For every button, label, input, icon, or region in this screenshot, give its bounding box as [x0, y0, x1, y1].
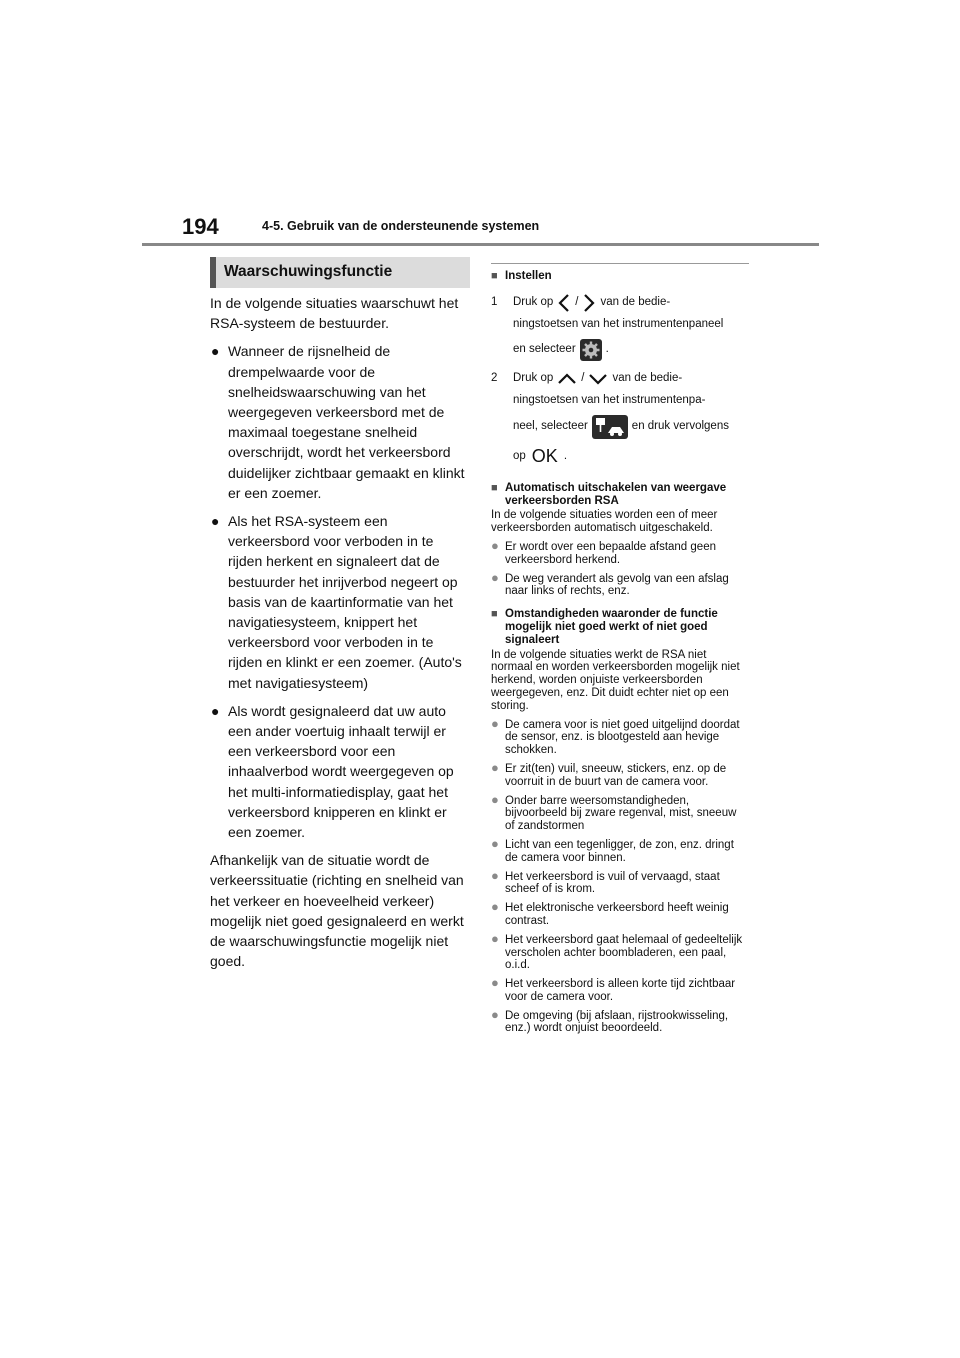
- left-column: [210, 257, 470, 972]
- list-item: ● Als het RSA-systeem een verkeersbord voor verboden in te rijden herkent en signaleert dat de bestuurder het inrijverbod negeert op basis van de kaartinformatie van het navigatiesysteem, knippert het verkeersbord voor verboden in te rijden en klinkt er een zoemer. (Auto's met navigatiesysteem): [211, 513, 462, 691]
- list-item: ● Onder barre weersomstandigheden, bijvoorbeeld bij zware regenval, mist, sneeuw of zandstormen: [491, 791, 737, 833]
- list-item: ● De camera voor is niet goed uitgelijnd doordat de sensor, enz. is blootgesteld aan hevige schokken.: [491, 715, 740, 757]
- list-item: ● Als wordt gesignaleerd dat uw auto een ander voertuig inhaalt terwijl er een verkeersbord voor een inhaalverbod wordt weergegeven op het multi-informatiedisplay, gaat het verkeersbord knipperen en klinkt er een zoemer.: [211, 702, 454, 841]
- step-number: 2: [491, 371, 498, 384]
- bullet-icon: ●: [211, 702, 220, 719]
- auto-off-paragraph: In de volgende situaties worden een of meer verkeersborden automatisch uitgeschakeld.: [491, 509, 718, 535]
- ok-button-icon: OK: [531, 446, 558, 467]
- list-item: ● De weg verandert als gevolg van een afslag naar links of rechts, enz.: [491, 569, 729, 598]
- bullet-icon: ●: [491, 899, 499, 915]
- rsa-sign-camera-icon: [592, 415, 628, 439]
- header-rule: [142, 243, 819, 246]
- step-1: 1 Druk op / van de bedie- ningstoetsen van het instrumentenpaneel en selecteer .: [491, 292, 749, 364]
- list-item: ● Er wordt over een bepaalde afstand geen verkeersbord herkend.: [491, 537, 716, 566]
- subheading-auto-off: ■ Automatisch uitschakelen van weergave verkeersborden RSA: [491, 481, 727, 507]
- bullet-icon: ●: [211, 343, 220, 360]
- list-item: ● De omgeving (bij afslaan, rijstrookwisseling, enz.) wordt onjuist beoordeeld.: [491, 1006, 729, 1035]
- square-bullet-icon: ■: [491, 481, 498, 494]
- subheading-conditions: ■ Omstandigheden waaronder de functie mogelijk niet goed werkt of niet goed signaleert: [491, 608, 718, 646]
- chevron-down-icon: [588, 373, 608, 385]
- bullet-icon: ●: [491, 569, 499, 585]
- step-number: 1: [491, 295, 498, 308]
- subheading-instellen: ■ Instellen: [491, 270, 552, 282]
- bullet-icon: ●: [491, 759, 499, 775]
- section-title: 4-5. Gebruik van de ondersteunende systemen: [262, 219, 540, 233]
- bullet-icon: ●: [491, 1006, 499, 1022]
- bullet-icon: ●: [491, 975, 499, 991]
- bullet-icon: ●: [211, 513, 220, 530]
- square-bullet-icon: ■: [491, 270, 498, 282]
- list-item: ● Het verkeersbord is vuil of vervaagd, staat scheef of is krom.: [491, 867, 720, 896]
- outro-paragraph: Afhankelijk van de situatie wordt de verkeerssituatie (richting en snelheid van het verkeer en hoeveelheid verkeer) mogelijk niet goed gesignaleerd en werkt de waarschuwingsfunctie mogelijk niet goed.: [210, 852, 464, 970]
- list-item: ● Er zit(ten) vuil, sneeuw, stickers, enz. op de voorruit in de buurt van de camera voor.: [491, 759, 727, 788]
- bullet-icon: ●: [491, 930, 499, 946]
- bullet-icon: ●: [491, 791, 499, 807]
- intro-paragraph: In de volgende situaties waarschuwt het RSA-systeem de bestuurder.: [210, 295, 459, 332]
- list-item: ● Licht van een tegenligger, de zon, enz. dringt de camera voor binnen.: [491, 835, 734, 864]
- right-column: [491, 263, 749, 1035]
- list-item: ● Wanneer de rijsnelheid de drempelwaarde voor de snelheidswaarschuwing van het weergegeven verkeersbord met de maximaal toegestane snelheid overschrijdt, wordt het verkeersbord duidelijker zichtbaar gemaakt en klinkt er een zoemer.: [211, 343, 465, 501]
- page-number: 194: [182, 214, 219, 239]
- step-2: 2 Druk op / van de bedie- ningstoetsen van het instrumentenpa- neel, selecteer en druk vervolgens op OK .: [491, 371, 729, 467]
- settings-gear-icon: [580, 339, 602, 361]
- chevron-right-icon: [582, 293, 596, 313]
- bullet-icon: ●: [491, 835, 499, 851]
- bullet-icon: ●: [491, 537, 499, 553]
- bullet-icon: ●: [491, 715, 499, 731]
- list-item: ● Het verkeersbord gaat helemaal of gedeeltelijk verscholen achter boombladeren, een paal, o.i.d.: [491, 930, 743, 972]
- column-rule: [491, 263, 749, 264]
- chevron-up-icon: [557, 373, 577, 385]
- section-heading: Waarschuwingsfunctie: [224, 263, 393, 280]
- chevron-left-icon: [557, 293, 571, 313]
- bullet-icon: ●: [491, 867, 499, 883]
- section-heading-box: [210, 257, 470, 288]
- list-item: ● Het verkeersbord is alleen korte tijd zichtbaar voor de camera voor.: [491, 975, 736, 1003]
- conditions-paragraph: In de volgende situaties werkt de RSA niet normaal en worden verkeersborden mogelijk niet herkend, worden onjuiste verkeersborden weergegeven, enz. Dit duidt echter niet op een storing.: [491, 648, 740, 712]
- list-item: ● Het elektronische verkeersbord heeft weinig contrast.: [491, 899, 729, 927]
- square-bullet-icon: ■: [491, 608, 498, 621]
